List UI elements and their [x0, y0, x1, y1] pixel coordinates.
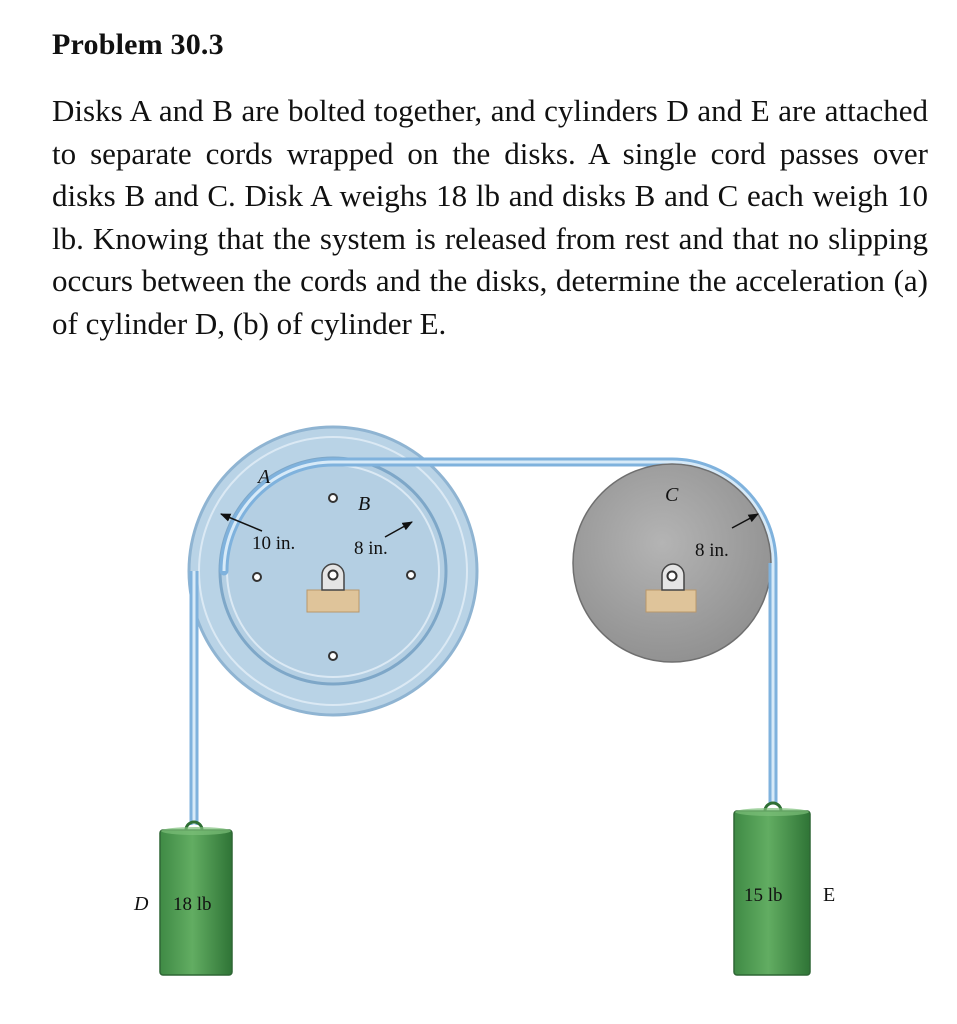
disk-b-label: B [358, 493, 371, 515]
cylinder-e-weight: 15 lb [744, 885, 783, 906]
problem-statement: Disks A and B are bolted together, and cylinders D and E are attached to separate cords wrapped on the disks. A single cord passes over disks B and C. Disk A weighs 18 lb and disks B and C each weigh 10 lb. Knowing that the system is released from rest and that no slipping occurs between the cords and the disks, determine the acceleration (a) of cylinder D, (b) of cylinder E. [52, 93, 928, 341]
problem-title: Problem 30.3 [52, 28, 224, 61]
disk-a-label: A [258, 466, 271, 488]
disk-b-radius-label: 8 in. [354, 538, 388, 559]
disk-c-radius-label: 8 in. [695, 540, 729, 561]
cylinder-d-label: D [134, 893, 149, 915]
disk-c-label: C [665, 484, 679, 506]
cylinder-d-weight: 18 lb [173, 894, 212, 915]
pulley-system-figure [0, 420, 957, 1024]
cylinder-e-label: E [823, 884, 836, 906]
disk-a-radius-label: 10 in. [252, 533, 296, 554]
